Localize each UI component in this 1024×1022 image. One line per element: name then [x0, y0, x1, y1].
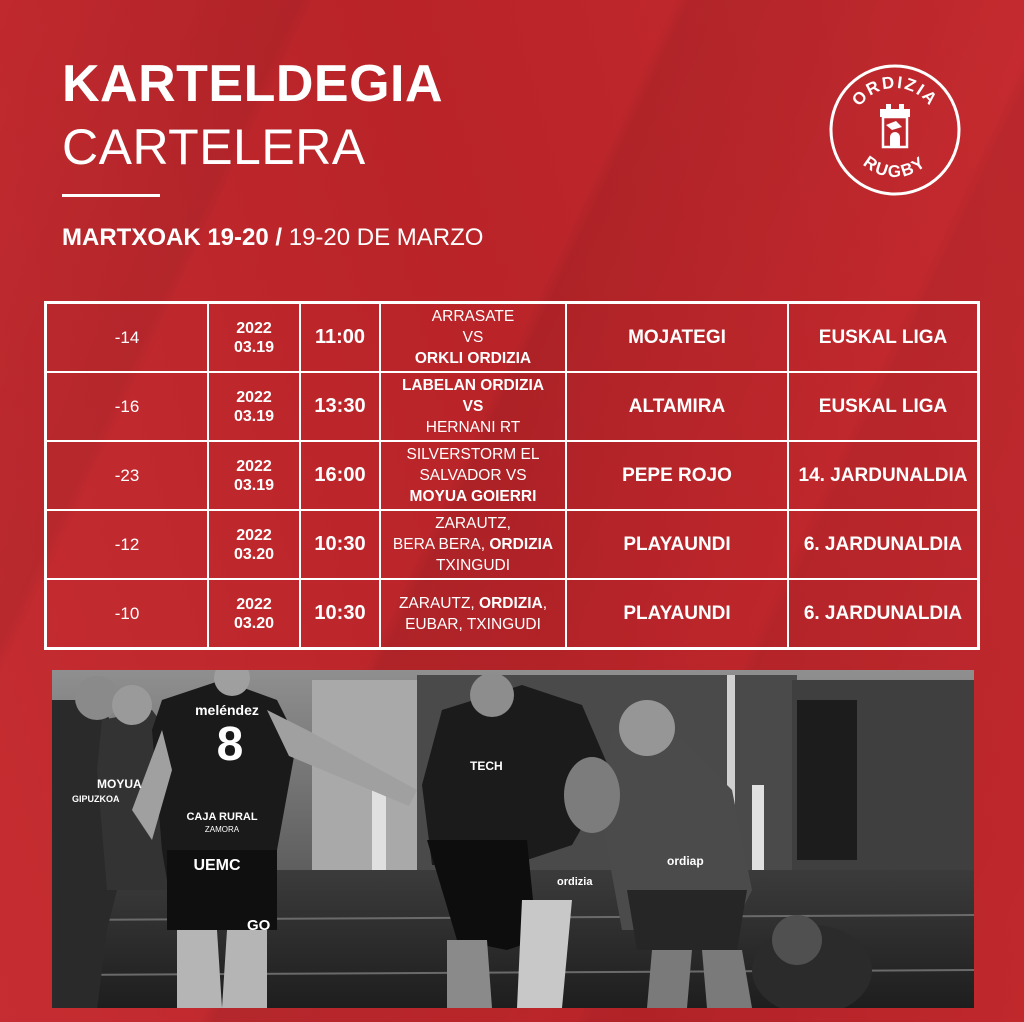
tower-icon	[880, 104, 910, 147]
venue-cell: PLAYAUNDI	[566, 510, 788, 579]
sponsor-tech: TECH	[470, 759, 503, 773]
time-cell: 13:30	[300, 372, 380, 441]
date-separator: /	[275, 224, 283, 251]
date-day: 03.19	[233, 407, 275, 425]
sponsor-moyua: MOYUA	[97, 777, 142, 791]
title-divider	[62, 194, 160, 197]
date-day: 03.20	[233, 614, 275, 632]
date-cell	[208, 372, 300, 441]
schedule-table	[44, 301, 980, 650]
date-basque: MARTXOAK 19-20	[62, 224, 269, 251]
title-basque: KARTELDEGIA	[62, 55, 444, 113]
team-name: EUBAR, TXINGUDI	[405, 615, 541, 633]
date-year: 2022	[236, 457, 272, 475]
time-cell: 11:00	[300, 303, 380, 373]
competition-cell: 14. JARDUNALDIA	[788, 441, 979, 510]
match-line	[385, 327, 561, 348]
schedule-row	[46, 372, 979, 441]
date-day: 03.20	[233, 545, 275, 563]
match-line	[385, 486, 561, 507]
match-line	[385, 306, 561, 327]
team-name-bold: LABELAN ORDIZIA	[401, 377, 545, 394]
sponsor-zamora: ZAMORA	[204, 825, 240, 834]
sponsor-uemc: UEMC	[193, 857, 241, 874]
date-day: 03.19	[233, 476, 275, 494]
team-name-bold: ORDIZIA	[489, 536, 554, 553]
logo-bottom-text: RUGBY	[859, 152, 931, 182]
competition-cell: 6. JARDUNALDIA	[788, 579, 979, 649]
category-cell: -14	[46, 303, 209, 373]
date-cell	[208, 510, 300, 579]
jersey-number: 8	[216, 718, 244, 771]
time-cell: 10:30	[300, 579, 380, 649]
venue-cell: PEPE ROJO	[566, 441, 788, 510]
match-line	[385, 593, 561, 614]
rugby-match-photo	[52, 670, 974, 1008]
team-name: ARRASATE	[431, 308, 515, 325]
team-name-bold: ORDIZIA	[479, 594, 543, 612]
date-cell	[208, 579, 300, 649]
team-name: SALVADOR VS	[419, 467, 527, 484]
match-line	[385, 396, 561, 417]
category-cell: -23	[46, 441, 209, 510]
date-year: 2022	[236, 388, 272, 406]
venue-cell: ALTAMIRA	[566, 372, 788, 441]
venue-cell: PLAYAUNDI	[566, 579, 788, 649]
match-line	[385, 513, 561, 534]
schedule-row	[46, 441, 979, 510]
logo-top-text: ORDIZIA	[848, 72, 942, 110]
time-cell: 16:00	[300, 441, 380, 510]
match-line	[385, 614, 561, 635]
team-name-bold: MOYUA GOIERRI	[409, 488, 537, 505]
match-cell	[380, 441, 566, 510]
team-name: HERNANI RT	[425, 419, 521, 436]
competition-cell: EUSKAL LIGA	[788, 303, 979, 373]
match-line	[385, 348, 561, 369]
match-cell	[380, 303, 566, 373]
team-name: ZARAUTZ,	[398, 594, 480, 612]
match-line	[385, 555, 561, 576]
match-line	[385, 417, 561, 438]
team-name-bold: ORKLI ORDIZIA	[414, 350, 532, 367]
match-line	[385, 534, 561, 555]
svg-text:ORDIZIA	[848, 73, 942, 110]
schedule-row	[46, 303, 979, 373]
team-name: VS	[462, 329, 484, 346]
category-cell: -12	[46, 510, 209, 579]
match-line	[385, 444, 561, 465]
date-line	[62, 226, 483, 250]
time-cell: 10:30	[300, 510, 380, 579]
competition-cell: EUSKAL LIGA	[788, 372, 979, 441]
match-cell	[380, 510, 566, 579]
schedule-row	[46, 579, 979, 649]
sponsor-caja-rural: CAJA RURAL	[186, 811, 258, 823]
competition-cell: 6. JARDUNALDIA	[788, 510, 979, 579]
sponsor-melendez: meléndez	[195, 702, 259, 718]
date-year: 2022	[236, 595, 272, 613]
date-day: 03.19	[233, 338, 275, 356]
match-line	[385, 465, 561, 486]
sponsor-gipuzkoa: GIPUZKOA	[72, 794, 120, 804]
match-cell	[380, 372, 566, 441]
match-cell	[380, 579, 566, 649]
match-line	[385, 375, 561, 396]
date-cell	[208, 303, 300, 373]
category-cell: -10	[46, 579, 209, 649]
sponsor-ordizia: ordizia	[557, 876, 593, 888]
svg-text:RUGBY	[860, 152, 930, 181]
team-name: TXINGUDI	[435, 557, 511, 574]
title-spanish: CARTELERA	[62, 119, 366, 175]
team-name: BERA BERA,	[392, 536, 490, 553]
team-name: ,	[542, 594, 548, 612]
venue-cell: MOJATEGI	[566, 303, 788, 373]
team-name: ZARAUTZ,	[435, 515, 511, 532]
date-year: 2022	[236, 319, 272, 337]
team-name: SILVERSTORM EL	[406, 446, 540, 463]
sponsor-ordiap: ordiap	[667, 854, 704, 868]
schedule-row	[46, 510, 979, 579]
team-name-bold: VS	[462, 398, 484, 415]
ordizia-rugby-logo	[828, 63, 962, 197]
category-cell: -16	[46, 372, 209, 441]
date-spanish: 19-20 DE MARZO	[288, 224, 484, 251]
sponsor-go: GO	[247, 917, 271, 934]
date-year: 2022	[236, 526, 272, 544]
date-cell	[208, 441, 300, 510]
